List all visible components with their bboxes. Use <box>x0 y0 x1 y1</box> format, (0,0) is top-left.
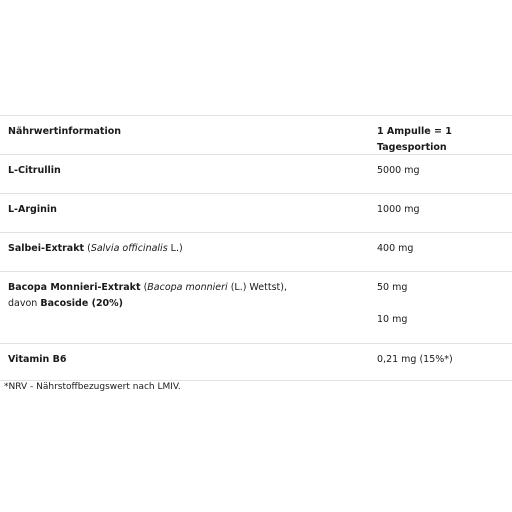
ingredient-paren-open: ( <box>140 282 148 293</box>
latin-name: Bacopa monnieri <box>147 282 228 293</box>
row-name-cell: L-Arginin <box>8 204 57 215</box>
row-value-cell: 1000 mg <box>377 204 420 215</box>
row-name-cell <box>8 241 368 257</box>
table-header-row <box>0 115 512 154</box>
header-value-cell: 1 Ampulle = 1 Tagesportion <box>377 126 452 153</box>
row-name-cell: Vitamin B6 <box>8 354 67 365</box>
table-row <box>0 154 512 193</box>
footnote: *NRV - Nährstoffbezugswert nach LMIV. <box>4 382 181 392</box>
ingredient-paren-close: L.) <box>167 243 183 254</box>
table-row <box>0 343 512 381</box>
table-row <box>0 271 512 343</box>
row-name-cell <box>8 280 368 312</box>
ingredient-paren-close: (L.) Wettst), <box>227 282 287 293</box>
ingredient-name: Bacopa Monnieri-Extrakt <box>8 282 141 293</box>
header-name-cell: Nährwertinformation <box>8 126 122 137</box>
ingredient-sub-name: Bacoside (20%) <box>40 298 124 309</box>
row-value-cell: 400 mg <box>377 243 414 254</box>
table-row <box>0 193 512 232</box>
ingredient-sub-prefix: davon <box>8 298 41 309</box>
table-row <box>0 232 512 271</box>
row-sub-value-cell: 10 mg <box>377 314 408 325</box>
ingredient-name: Salbei-Extrakt <box>8 243 85 254</box>
row-value-cell: 0,21 mg (15%*) <box>377 354 453 365</box>
ingredient-line-2 <box>8 296 368 312</box>
ingredient-paren-open: ( <box>84 243 91 254</box>
row-value-cell: 50 mg <box>377 282 408 293</box>
row-value-cell: 5000 mg <box>377 165 420 176</box>
latin-name: Salvia officinalis <box>90 243 168 254</box>
nutrition-table <box>0 115 512 381</box>
row-name-cell: L-Citrullin <box>8 165 61 176</box>
ingredient-line-1 <box>8 280 368 296</box>
